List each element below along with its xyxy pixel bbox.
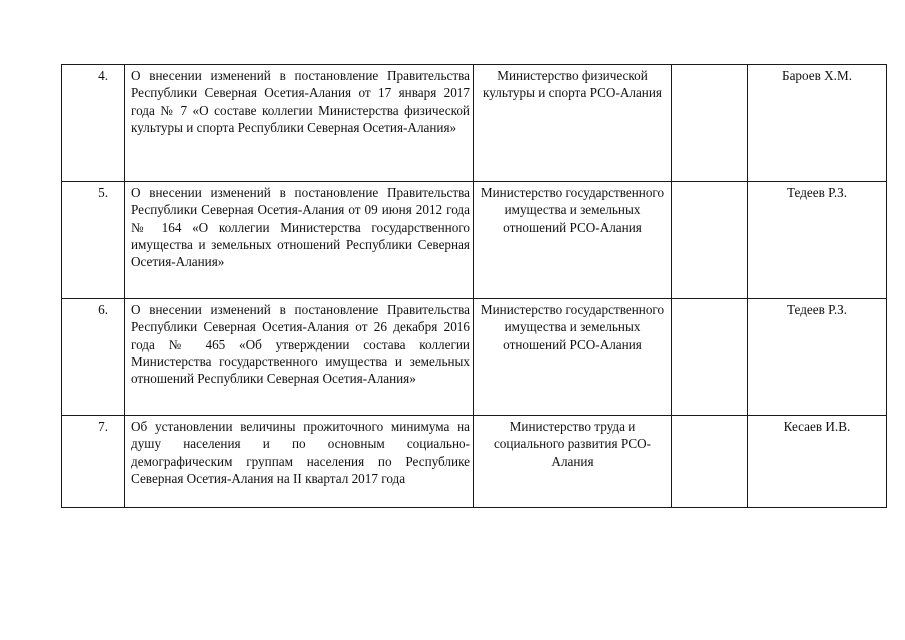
empty-cell: [672, 299, 748, 416]
table-row: [62, 65, 887, 182]
responsible-ministry: Министерство государственного имущества и земельных отношений РСО-Алания: [480, 185, 665, 235]
row-number: 6.: [98, 302, 108, 317]
row-number-cell: [62, 416, 125, 508]
table-row: [62, 182, 887, 299]
person-cell: [748, 416, 887, 508]
responsible-ministry: Министерство труда и социального развития РСО-Алания: [493, 419, 652, 469]
empty-cell: [672, 65, 748, 182]
document-title: Об установлении величины прожиточного минимума на душу населения и по основным социально-демографическим группам населения по Республике Северная Осетия-Алания на II квартал 2017 года: [131, 419, 470, 486]
responsible-person: Тедеев Р.З.: [786, 185, 848, 200]
title-cell: [125, 299, 474, 416]
person-cell: [748, 299, 887, 416]
document-title: О внесении изменений в постановление Правительства Республики Северная Осетия-Алания от 17 января 2017 года № 7 «О составе коллегии Министерства физической культуры и спорта Республики Северная Осетия-Алания»: [131, 68, 470, 135]
ministry-cell: [474, 182, 672, 299]
ministry-cell: [474, 299, 672, 416]
row-number-cell: [62, 182, 125, 299]
person-cell: [748, 65, 887, 182]
empty-cell: [672, 416, 748, 508]
table-row: [62, 416, 887, 508]
person-cell: [748, 182, 887, 299]
table-row: [62, 299, 887, 416]
row-number: 7.: [98, 419, 108, 434]
ministry-cell: [474, 416, 672, 508]
row-number: 5.: [98, 185, 108, 200]
document-title: О внесении изменений в постановление Правительства Республики Северная Осетия-Алания от 09 июня 2012 года № 164 «О коллегии Министерства государственного имущества и земельных отношений Республики Северная Осетия-Алания»: [131, 185, 470, 270]
row-number-cell: [62, 65, 125, 182]
ministry-cell: [474, 65, 672, 182]
responsible-person: Кесаев И.В.: [783, 419, 851, 434]
row-number-cell: [62, 299, 125, 416]
empty-cell: [672, 182, 748, 299]
title-cell: [125, 65, 474, 182]
document-title: О внесении изменений в постановление Правительства Республики Северная Осетия-Алания от 26 декабря 2016 года № 465 «Об утверждении состава коллегии Министерства государственного имущества и земельных отношений Республики Северная Осетия-Алания»: [131, 302, 470, 387]
responsible-ministry: Министерство государственного имущества и земельных отношений РСО-Алания: [480, 302, 665, 352]
responsible-person: Тедеев Р.З.: [786, 302, 848, 317]
document-table: [61, 64, 887, 508]
title-cell: [125, 416, 474, 508]
responsible-person: Бароев Х.М.: [782, 68, 852, 83]
responsible-ministry: Министерство физической культуры и спорта РСО-Алания: [483, 68, 662, 101]
title-cell: [125, 182, 474, 299]
row-number: 4.: [98, 68, 108, 83]
